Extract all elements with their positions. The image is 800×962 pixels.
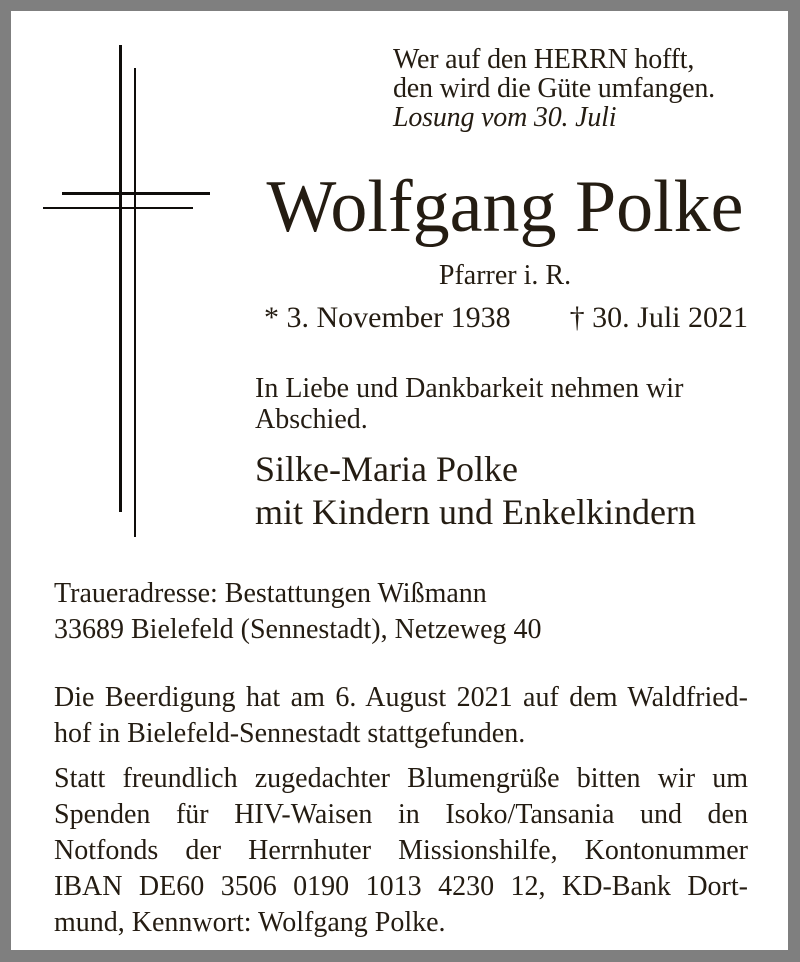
- donation-line-4: IBAN DE60 3506 0190 1013 4230 12, KD-Bank Dort-: [54, 871, 748, 902]
- mourner-family: mit Kindern und Enkelkindern: [255, 492, 696, 532]
- scripture-verse: [393, 45, 715, 132]
- mourning-address: [54, 576, 542, 648]
- verse-source: Losung vom 30. Juli: [393, 102, 617, 133]
- farewell-line-1: In Liebe und Dankbarkeit nehmen wir: [255, 373, 684, 404]
- donation-request: [54, 761, 748, 941]
- cross-vertical-line-left: [119, 45, 122, 512]
- burial-line-1: Die Beerdigung hat am 6. August 2021 auf dem Waldfried-: [54, 682, 748, 713]
- donation-line-3: Notfonds der Herrnhuter Missionshilfe, Kontonummer: [54, 835, 748, 866]
- cross-horizontal-line-lower: [43, 207, 193, 209]
- cross-horizontal-line-upper: [62, 192, 210, 195]
- mourners: [255, 448, 696, 534]
- donation-line-1: Statt freundlich zugedachter Blumengrüße bitten wir um: [54, 763, 748, 794]
- verse-line-2: den wird die Güte umfangen.: [393, 73, 715, 104]
- deceased-title: Pfarrer i. R.: [438, 260, 572, 291]
- address-line-1: Traueradresse: Bestattungen Wißmann: [54, 578, 487, 609]
- mourner-name: Silke-Maria Polke: [255, 449, 518, 489]
- farewell-line-2: Abschied.: [255, 404, 368, 435]
- life-dates: [264, 303, 748, 333]
- address-line-2: 33689 Bielefeld (Sennestadt), Netzeweg 40: [54, 614, 542, 645]
- donation-line-2: Spenden für HIV-Waisen in Isoko/Tansania und den: [54, 799, 748, 830]
- deceased-name: Wolfgang Polke: [266, 166, 744, 248]
- cross-vertical-line-right: [134, 68, 136, 537]
- burial-info: [54, 680, 748, 752]
- verse-line-1: Wer auf den HERRN hofft,: [393, 44, 695, 75]
- farewell-text: [255, 373, 683, 435]
- donation-line-5: mund, Kennwort: Wolfgang Polke.: [54, 907, 446, 938]
- burial-line-2: hof in Bielefeld-Sennestadt stattgefunden.: [54, 718, 526, 749]
- death-date: † 30. Juli 2021: [569, 301, 748, 334]
- birth-date: * 3. November 1938: [264, 301, 511, 334]
- obituary-notice: [11, 11, 788, 950]
